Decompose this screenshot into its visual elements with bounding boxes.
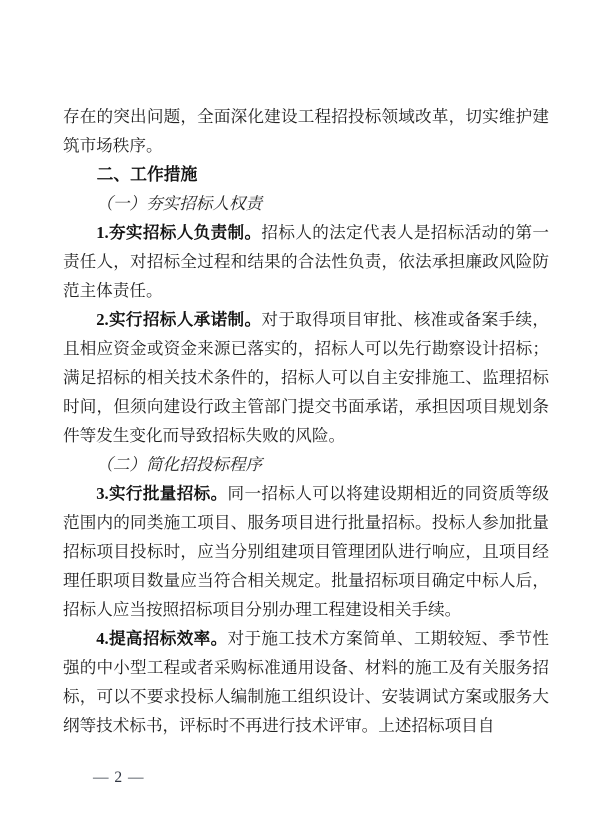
paragraph: 3.实行批量招标。同一招标人可以将建设期相近的同资质等级范围内的同类施工项目、服务项目进行批量招标。投标人参加批量招标项目投标时，应当分别组建项目管理团队进行响应，且项目经理任职项目数量应当符合相关规定。批量招标项目确定中标人后，招标人应当按照招标项目分别办理工程建设相关手续。 [63,484,550,619]
subsection-heading: （二）简化招投标程序 [96,455,263,474]
paragraph: 4.提高招标效率。对于施工技术方案简单、工期较短、季节性强的中小型工程或者采购标准通用设备、材料的施工及有关服务招标，可以不要求投标人编制施工组织设计、安装调试方案或服务大纲等技术标书，评标时不再进行技术评审。上述招标项目自 [63,629,550,735]
document-body [63,102,549,740]
page-number: — 2 — [93,769,145,786]
paragraph: 存在的突出问题，全面深化建设工程招投标领域改革，切实维护建筑市场秩序。 [63,107,549,155]
paragraph-lead: 1.夯实招标人负责制。 [96,223,262,242]
paragraph: 2.实行招标人承诺制。对于取得项目审批、核准或备案手续，且相应资金或资金来源已落实的，招标人可以先行勘察设计招标；满足招标的相关技术条件的，招标人可以自主安排施工、监理招标时间，但须向建设行政主管部门提交书面承诺，承担因项目规划条件等发生变化而导致招标失败的风险。 [63,310,550,445]
paragraph-lead: 3.实行批量招标。 [96,484,228,503]
section-heading: 二、工作措施 [96,165,198,184]
paragraph-lead: 4.提高招标效率。 [96,629,228,648]
paragraph: 1.夯实招标人负责制。招标人的法定代表人是招标活动的第一责任人，对招标全过程和结果的合法性负责，依法承担廉政风险防范主体责任。 [63,223,550,300]
paragraph-lead: 2.实行招标人承诺制。 [96,310,262,329]
subsection-heading: （一）夯实招标人权责 [96,194,263,213]
